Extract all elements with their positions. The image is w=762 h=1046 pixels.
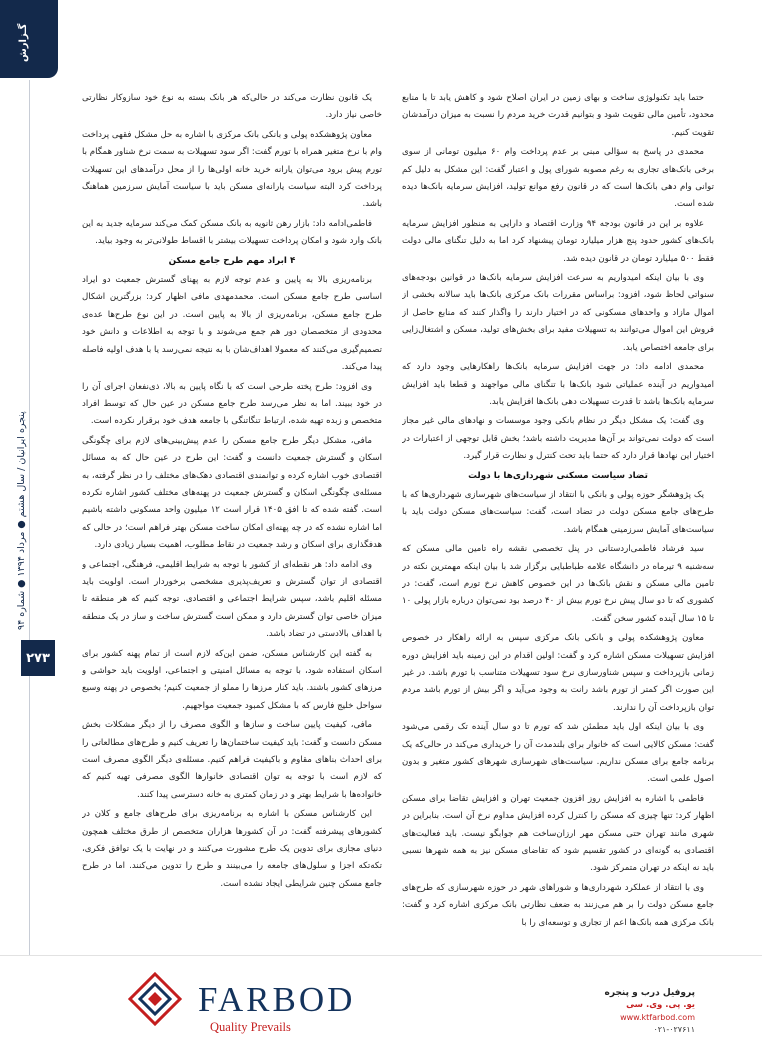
article-column-left — [82, 90, 382, 945]
paragraph: مافی، کیفیت پایین ساخت و سازها و الگوی مصرف را از دیگر مشکلات بخش مسکن دانست و گفت: باید کیفیت ساختمان‌ها را تعریف کنیم و طرح‌های مطالعاتی را برای احداث بناهای مقاوم و باکیفیت فراهم کنیم. مسئله‌ی دیگر الگوی مصرف است که لازم است با توجه به توان اقتصادی خانوارها الگوی مصرفی تهیه کنیم که خانواده‌ها با شرایط بهتر و در زمان کمتری به خانه دسترسی پیدا کنند. — [82, 720, 382, 800]
paragraph: علاوه بر این در قانون بودجه ۹۴ وزارت اقتصاد و دارایی به منظور افزایش سرمایه بانک‌های کشور حدود پنج هزار میلیارد تومان پیشنهاد کرد اما به دلیل تنگنای مالی دولت فقط ۵۰۰ میلیارد تومان در قانون دیده شد. — [402, 218, 714, 264]
paragraph: برنامه‌ریزی بالا به پایین و عدم توجه لازم به پهنای گسترش جمعیت دو ایراد اساسی طرح جامع مسکن است. محمدمهدی مافی اظهار کرد: بزرگترین اشکال طرح جامع مسکن، برنامه‌ریزی از بالا به پایین است. در این نوع طرح‌ها عده‌ی محدودی از متخصصان دور هم جمع می‌شوند و با توجه به اطلاعات و دانش خود تصمیم‌گیری می‌کنند که معمولا اهداف‌شان با به نتیجه نمی‌رسد یا با هدف اولیه فاصله پیدا می‌کند. — [82, 275, 382, 373]
paragraph: محمدی ادامه داد: در جهت افزایش سرمایه بانک‌ها راهکارهایی وجود دارد که امیدواریم در آینده عملیاتی شود بانک‌ها با تنگنای مالی مواجهند و قطعا باید افزایش سرمایه بانک‌ها باشد تا قدرت تسهیلات دهی بانک‌ها افزایش یابد. — [402, 362, 714, 407]
paragraph: فاطمی‌ادامه داد: بازار رهن ثانویه به بانک مسکن کمک می‌کند سرمایه جدید به این بانک وارد شود و امکان پرداخت تسهیلات بیشتر با اقساط طولانی‌تر به وجود بیاید. — [82, 218, 382, 247]
paragraph: وی با انتقاد از عملکرد شهرداری‌ها و شوراهای شهر در حوزه شهرسازی که طرح‌های جامع مسکن دولت را بر هم می‌زنند به ضعف نظارتی بانک مرکزی اشاره کرد و گفت: بانک مرکزی همه بانک‌ها اعم از تجاری و توسعه‌ای را با — [402, 882, 714, 928]
section-heading: تضاد سیاست مسکنی شهرداری‌ها با دولت — [468, 470, 648, 481]
paragraph: معاون پژوهشکده پولی و بانکی بانک مرکزی با اشاره به حل مشکل فقهی پرداخت وام با نرخ متغیر همراه با تورم گفت: اگر سود تسهیلات به سمت نرخ شناور همگام با تورم پیش برود می‌توان یارانه خرید خانه اولی‌ها را از محل درآمدهای این تسهیلات پرداخت کرد البته سیاست یارانه‌ای مسکن باید با سیاست آمایش سرزمین هماهنگ باشد. — [82, 129, 382, 210]
side-rule — [29, 80, 30, 960]
section-tab — [0, 0, 58, 78]
paragraph: وی افزود: طرح پخته طرحی است که با نگاه پایین به بالا، ذی‌نفعان اجرای آن را در خود ببیند. اما به نظر می‌رسد طرح جامع مسکن در عین حال که توسط افراد متخصص و زبده تهیه شده، ارتباط تنگاتنگی با جامعه هدف خود برقرار نکرده است. — [82, 381, 382, 427]
ad-product-type: یو. پی. وی. سی — [626, 1000, 695, 1010]
paragraph: وی با بیان اینکه اول باید مطمئن شد که تورم تا دو سال آینده تک رقمی می‌شود گفت: مسکن کالایی است که خانوار برای بلندمدت آن را خریداری می‌کند در حالی‌که یک برنامه جامع برای مسکن نداریم. سیاست‌های شهرسازی شهرهای کشور متغیر و بدون اصول علمی است. — [402, 722, 714, 785]
paragraph: وی گفت: یک مشکل دیگر در نظام بانکی وجود موسسات و نهادهای مالی غیر مجاز است که دولت نمی‌تواند بر آن‌ها مدیریت داشته باشد؛ بخش قابل توجهی از اعتبارات در اختیار این نهادها قرار دارد که حتما باید تحت کنترل و نظارت قرار گیرد. — [402, 416, 714, 462]
paragraph: معاون پژوهشکده پولی و بانکی بانک مرکزی سپس به ارائه راهکار در خصوص افزایش تسهیلات مسکن اشاره کرد و گفت: اولین اقدام در این زمینه باید افزایش دوره زمانی بازپرداخت و سپس شناورسازی نرخ سود تسهیلات متناسب با تورم باشد. در غیر این صورت اگر کمتر از تورم باشد رانت به وجود می‌آید و اگر بیش از تورم باشد مردم توان بازپرداخت آن را ندارند. — [402, 633, 714, 713]
paragraph: سید فرشاد فاطمی‌اردستانی در پنل تخصصی نقشه راه تامین مالی مسکن که سه‌شنبه ۹ تیرماه در دانشگاه علامه طباطبایی برگزار شد با بیان اینکه مهمترین نکته در تامین مالی مسکن و نقش بانک‌ها در این خصوص کاهش نرخ تورم است، گفت: در کشوری که تا دو سال پیش نرخ تورم بیش از ۴۰ درصد بود نمی‌توان درباره بازار پولی ۱۰ تا ۱۵ سال آینده کشور سخن گفت. — [402, 544, 714, 624]
paragraph: حتما باید تکنولوژی ساخت و بهای زمین در ایران اصلاح شود و کاهش یابد تا با منابع محدود، تأمین مالی تقویت شود و بتوانیم قدرت خرید مردم را نسبت به میزان درآمدشان تقویت کنیم. — [402, 93, 714, 138]
paragraph: وی با بیان اینکه امیدواریم به سرعت افزایش سرمایه بانک‌ها در قوانین بودجه‌های سنواتی لحاظ شود، افزود: براساس مقررات بانک مرکزی بانک‌ها باید سالانه بخشی از اموال مازاد و واحدهای مسکونی که در اختیار دارند را واگذار کنند که منابع حاصل از فروش این اموال می‌توانند به تسهیلات مفید برای بخش‌های تولید، مسکن و اشتغال‌زایی برای جامعه اختصاص یابد. — [402, 273, 714, 353]
paragraph: به گفته این کارشناس مسکن، ضمن این‌که لازم است از تمام پهنه کشور برای اسکان استفاده شود، با توجه به مسائل امنیتی و اجتماعی، اولویت باید حواشی و مرزهای کشور باشند. باید کنار مرزها را مملو از جمعیت کنیم؛ بخصوص در پهنه وسیع سواحل خلیج فارس که با مشکل کمبود جمعیت مواجهیم. — [82, 648, 382, 711]
brand-tagline: Quality Prevails — [210, 1020, 291, 1034]
farbod-logo-icon — [128, 972, 182, 1026]
ad-phone: ۰۲۱-۰۲۷۶۱۱ — [653, 1025, 695, 1034]
issue-info: پنجره ایرانیان / سال هشتم ● مرداد ۱۳۹۴ ● شماره ۹۴ — [16, 411, 27, 630]
brand-name: FARBOD — [198, 980, 356, 1019]
paragraph: مافی، مشکل دیگر طرح جامع مسکن را عدم پیش‌بینی‌های لازم برای چگونگی اسکان و گسترش جمعیت دانست و گفت: این طرح در عین حال که به مسائل اقتصادی خوب اشاره کرده و توانمندی اقتصادی دهک‌های مختلف را در نظر گرفته، به مسئله‌ی چگونگی اسکان و گسترش جمعیت در پهنه‌های مختلف کشور اشاره نکرده است. گفته شده که تا افق ۱۴۰۵ قرار است ۱۲ میلیون واحد مسکونی داشته باشیم اما اشاره نشده که در چه پهنه‌ای امکان ساخت مسکن بهتر فراهم است؛ در حالی که هدفگذاری برای اسکان و رشد جمعیت در نقاط مطلوب، اهمیت بسیار زیادی دارد. — [82, 435, 382, 551]
section-heading: ۴ ابراد مهم طرح جامع مسکن — [168, 255, 296, 266]
paragraph: یک قانون نظارت می‌کند در حالی‌که هر بانک بسته به نوع خود سازوکار نظارتی خاصی نیاز دارد. — [82, 93, 382, 121]
paragraph: فاطمی با اشاره به افزایش روز افزون جمعیت تهران و افزایش تقاضا برای مسکن اظهار کرد: تنها چیزی که مسکن را کنترل کرده افزایش مداوم نرخ آن است. بنابراین در شهری مانند تهران حتی مسکن مهر ارزان‌ساخت هم جوابگو نیست. باید فعالیت‌های اقتصادی به گونه‌ای در کشور تقسیم شود که تقاضای مسکن نیز به همه شهرها نسبی باید نه اینکه در تهران متمرکز شود. — [402, 793, 714, 874]
paragraph: این کارشناس مسکن با اشاره به برنامه‌ریزی برای طرح‌های جامع و کلان در کشورهای پیشرفته گفت: در آن کشورها هزاران متخصص از طرق مختلف همچون دنیای مجازی برای تدوین یک طرح مشورت می‌کنند و در نهایت با یک توافق فکری، تکه‌تکه اجزا و سلول‌های جامعه را می‌بینند و طرح را تدوین می‌کنند. اما در طرح جامع مسکن چنین شرایطی ایجاد نشده است. — [82, 809, 382, 889]
ad-contact — [585, 988, 695, 1034]
section-label: گـزارش — [18, 23, 29, 62]
paragraph: یک پژوهشگر حوزه پولی و بانکی با انتقاد از سیاست‌های شهرسازی شهرداری‌ها که با طرح‌های جامع مسکن دولت در تضاد است، گفت: سیاست‌های مسکن دولت باید با سیاست‌های آمایش سرزمینی همگام باشد. — [402, 489, 714, 535]
ad-website-link[interactable]: www.ktfarbod.com — [620, 1013, 695, 1022]
ad-product-line: پروفیل درب و پنجره — [604, 988, 695, 998]
article-column-right — [402, 90, 714, 945]
paragraph: محمدی در پاسخ به سؤالی مبنی بر عدم پرداخت وام ۶۰ میلیون تومانی از سوی برخی بانک‌های تجاری به رغم مصوبه شورای پول و اعتبار گفت: این مشکل به دلیل کم توانی وام دهی بانک‌ها است که در قانون رفع موانع تولید، افزایش سرمایه بانک‌ها دیده شده است. — [402, 147, 714, 210]
paragraph: وی ادامه داد: هر نقطه‌ای از کشور با توجه به شرایط اقلیمی، فرهنگی، اجتماعی و اقتصادی از توان گسترش و تعریف‌پذیری مشخصی برخوردار است. اولویت باید مسئله اقلیم باشد، سپس شرایط اجتماعی و اقتصادی. توجه کنیم که هر منطقه تا میزان خاصی توان گسترش دارد و ممکن است گسترش ساخت و ساز در یک منطقه با اهداف بالادستی در تضاد باشد. — [82, 559, 382, 640]
page-number: ۲۷۳ — [21, 640, 55, 676]
